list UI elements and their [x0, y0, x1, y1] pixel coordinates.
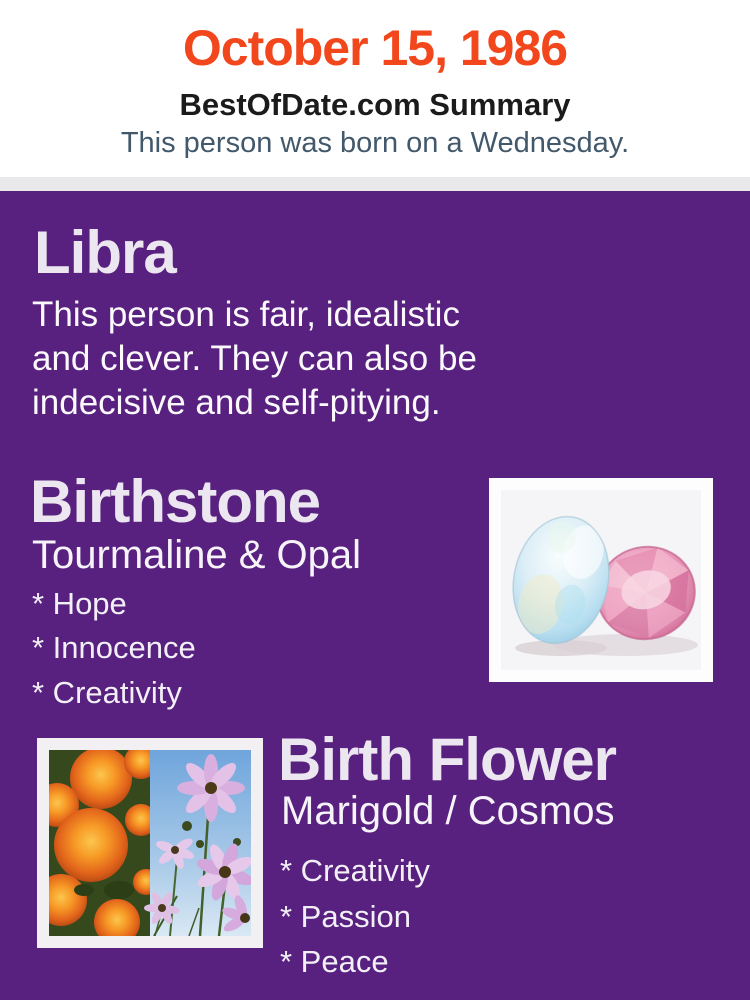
cosmos-flower — [177, 754, 245, 822]
purple-panel — [0, 191, 750, 1000]
birth-flower-names: Marigold / Cosmos — [281, 789, 615, 833]
zodiac-description-line: This person is fair, idealistic — [32, 295, 460, 334]
zodiac-description — [32, 293, 477, 425]
zodiac-description-line: indecisive and self-pitying. — [32, 383, 441, 422]
birth-flower-trait-item: * Creativity — [280, 853, 430, 888]
birth-flower-trait-item: * Passion — [280, 899, 411, 934]
birthstone-photo — [489, 478, 713, 682]
birthstone-trait-item: * Hope — [32, 586, 127, 621]
weekday-text: This person was born on a Wednesday. — [120, 127, 630, 159]
birthstone-trait-item: * Innocence — [32, 630, 196, 665]
page-title: October 15, 1986 — [182, 20, 568, 76]
opal-and-tourmaline-illustration — [501, 490, 701, 670]
zodiac-sign-heading: Libra — [34, 219, 176, 286]
marigold-and-cosmos-illustration — [49, 750, 251, 936]
site-summary-subtitle: BestOfDate.com Summary — [179, 87, 571, 122]
birthstone-heading: Birthstone — [30, 468, 320, 535]
birthstone-trait-item: * Creativity — [32, 675, 182, 710]
birthstone-names: Tourmaline & Opal — [32, 533, 362, 577]
zodiac-description-line: and clever. They can also be — [32, 339, 477, 378]
marigold-photo-half — [49, 750, 159, 936]
birth-flower-photo — [37, 738, 263, 948]
birth-flower-trait-item: * Peace — [280, 944, 389, 979]
birth-flower-heading: Birth Flower — [278, 726, 617, 793]
cosmos-photo-half — [144, 750, 251, 936]
divider-bar — [0, 177, 750, 191]
